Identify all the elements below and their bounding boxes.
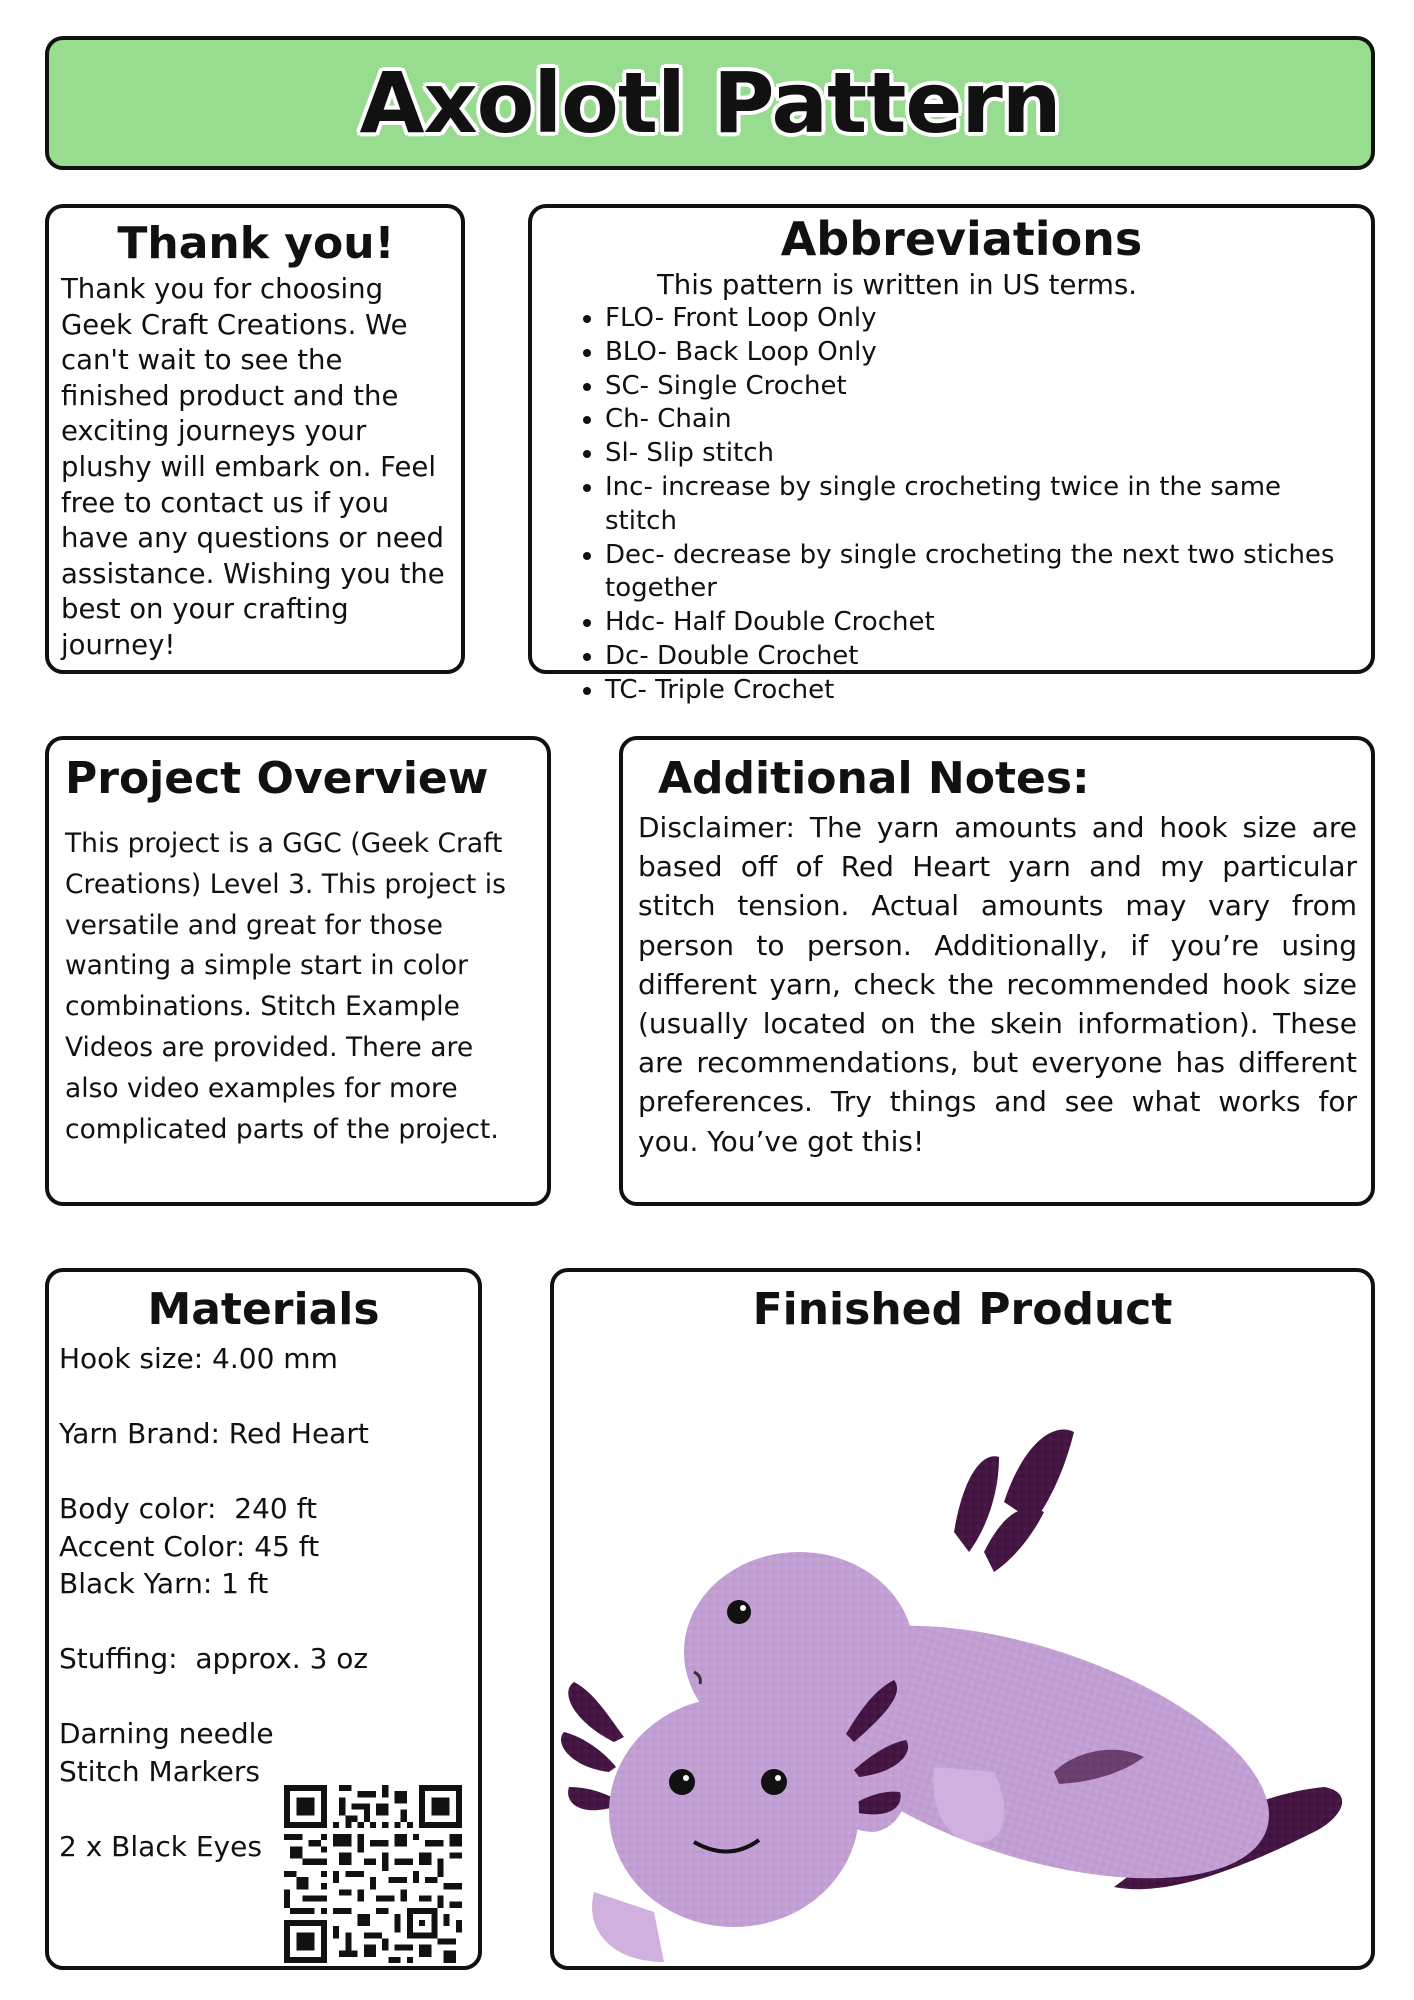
materials-heading: Materials (147, 1284, 380, 1335)
abbreviations-intro: This pattern is written in US terms. (657, 269, 1138, 301)
abbreviation-item: • TC- Triple Crochet (605, 674, 1351, 708)
abbreviation-item: • Ch- Chain (605, 403, 1351, 437)
page-title: Axolotl Pattern (359, 54, 1061, 152)
additional-notes-card (619, 736, 1375, 1206)
yarn-brand: Yarn Brand: Red Heart (59, 1417, 369, 1450)
thank-you-card (45, 204, 465, 674)
additional-notes-heading: Additional Notes: (658, 753, 1090, 804)
thank-you-body: Thank you for choosing Geek Craft Creations. We can't wait to see the finished product and the exciting journeys your plushy will embark on. Feel free to contact us if you have any questions or need assistance. Wishing you the best on your crafting journey! (61, 273, 445, 661)
project-overview-heading: Project Overview (65, 753, 489, 804)
abbreviation-item: • Sl- Slip stitch (605, 437, 1351, 471)
abbreviation-item: • SC- Single Crochet (605, 370, 1351, 404)
abbreviation-item: • Inc- increase by single crocheting twice in the same stitch (605, 471, 1351, 539)
finished-product-card (550, 1268, 1375, 1970)
darning-needle: Darning needle (59, 1717, 274, 1750)
abbreviations-list (572, 302, 1351, 708)
project-overview-card (45, 736, 551, 1206)
abbreviations-card (528, 204, 1375, 705)
finished-product-heading: Finished Product (752, 1284, 1173, 1335)
title-banner (45, 36, 1375, 170)
black-eyes: 2 x Black Eyes (59, 1829, 262, 1863)
abbreviations-heading: Abbreviations (780, 212, 1143, 266)
project-overview-body: This project is a GGC (Geek Craft Creations) Level 3. This project is versatile and great for those wanting a simple start in color combinations. Stitch Example Videos are provided. There are also video examples for more complicated parts of the project. (65, 828, 506, 1145)
accent-color: Accent Color: 45 ft (59, 1529, 320, 1563)
qr-code-icon[interactable] (284, 1785, 462, 1963)
axolotl-photo (554, 1272, 1371, 1966)
additional-notes-body: Disclaimer: The yarn amounts and hook size are based off of Red Heart yarn and my particular stitch tension. Actual amounts may vary from person to person. Additionally, if you’re using different yarn, check the recommended hook size (usually located on the skein information). These are recommendations, but everyone has different preferences. Try things and see what works for you. You’ve got this! (638, 811, 1357, 1158)
abbreviation-item: • Dec- decrease by single crocheting the next two stiches together (605, 539, 1351, 607)
black-yarn: Black Yarn: 1 ft (59, 1567, 269, 1600)
hook-size: Hook size: 4.00 mm (59, 1342, 338, 1375)
materials-card (45, 1268, 482, 1970)
abbreviation-item: • BLO- Back Loop Only (605, 336, 1351, 370)
body-color: Body color: 240 ft (59, 1492, 317, 1525)
abbreviation-item: • Dc- Double Crochet (605, 640, 1351, 674)
abbreviation-item: • FLO- Front Loop Only (605, 302, 1351, 336)
stitch-markers: Stitch Markers (59, 1754, 260, 1788)
axolotl-front-view (561, 1680, 908, 1962)
abbreviation-item: • Hdc- Half Double Crochet (605, 606, 1351, 640)
stuffing: Stuffing: approx. 3 oz (59, 1642, 369, 1675)
thank-you-heading: Thank you! (117, 218, 395, 269)
